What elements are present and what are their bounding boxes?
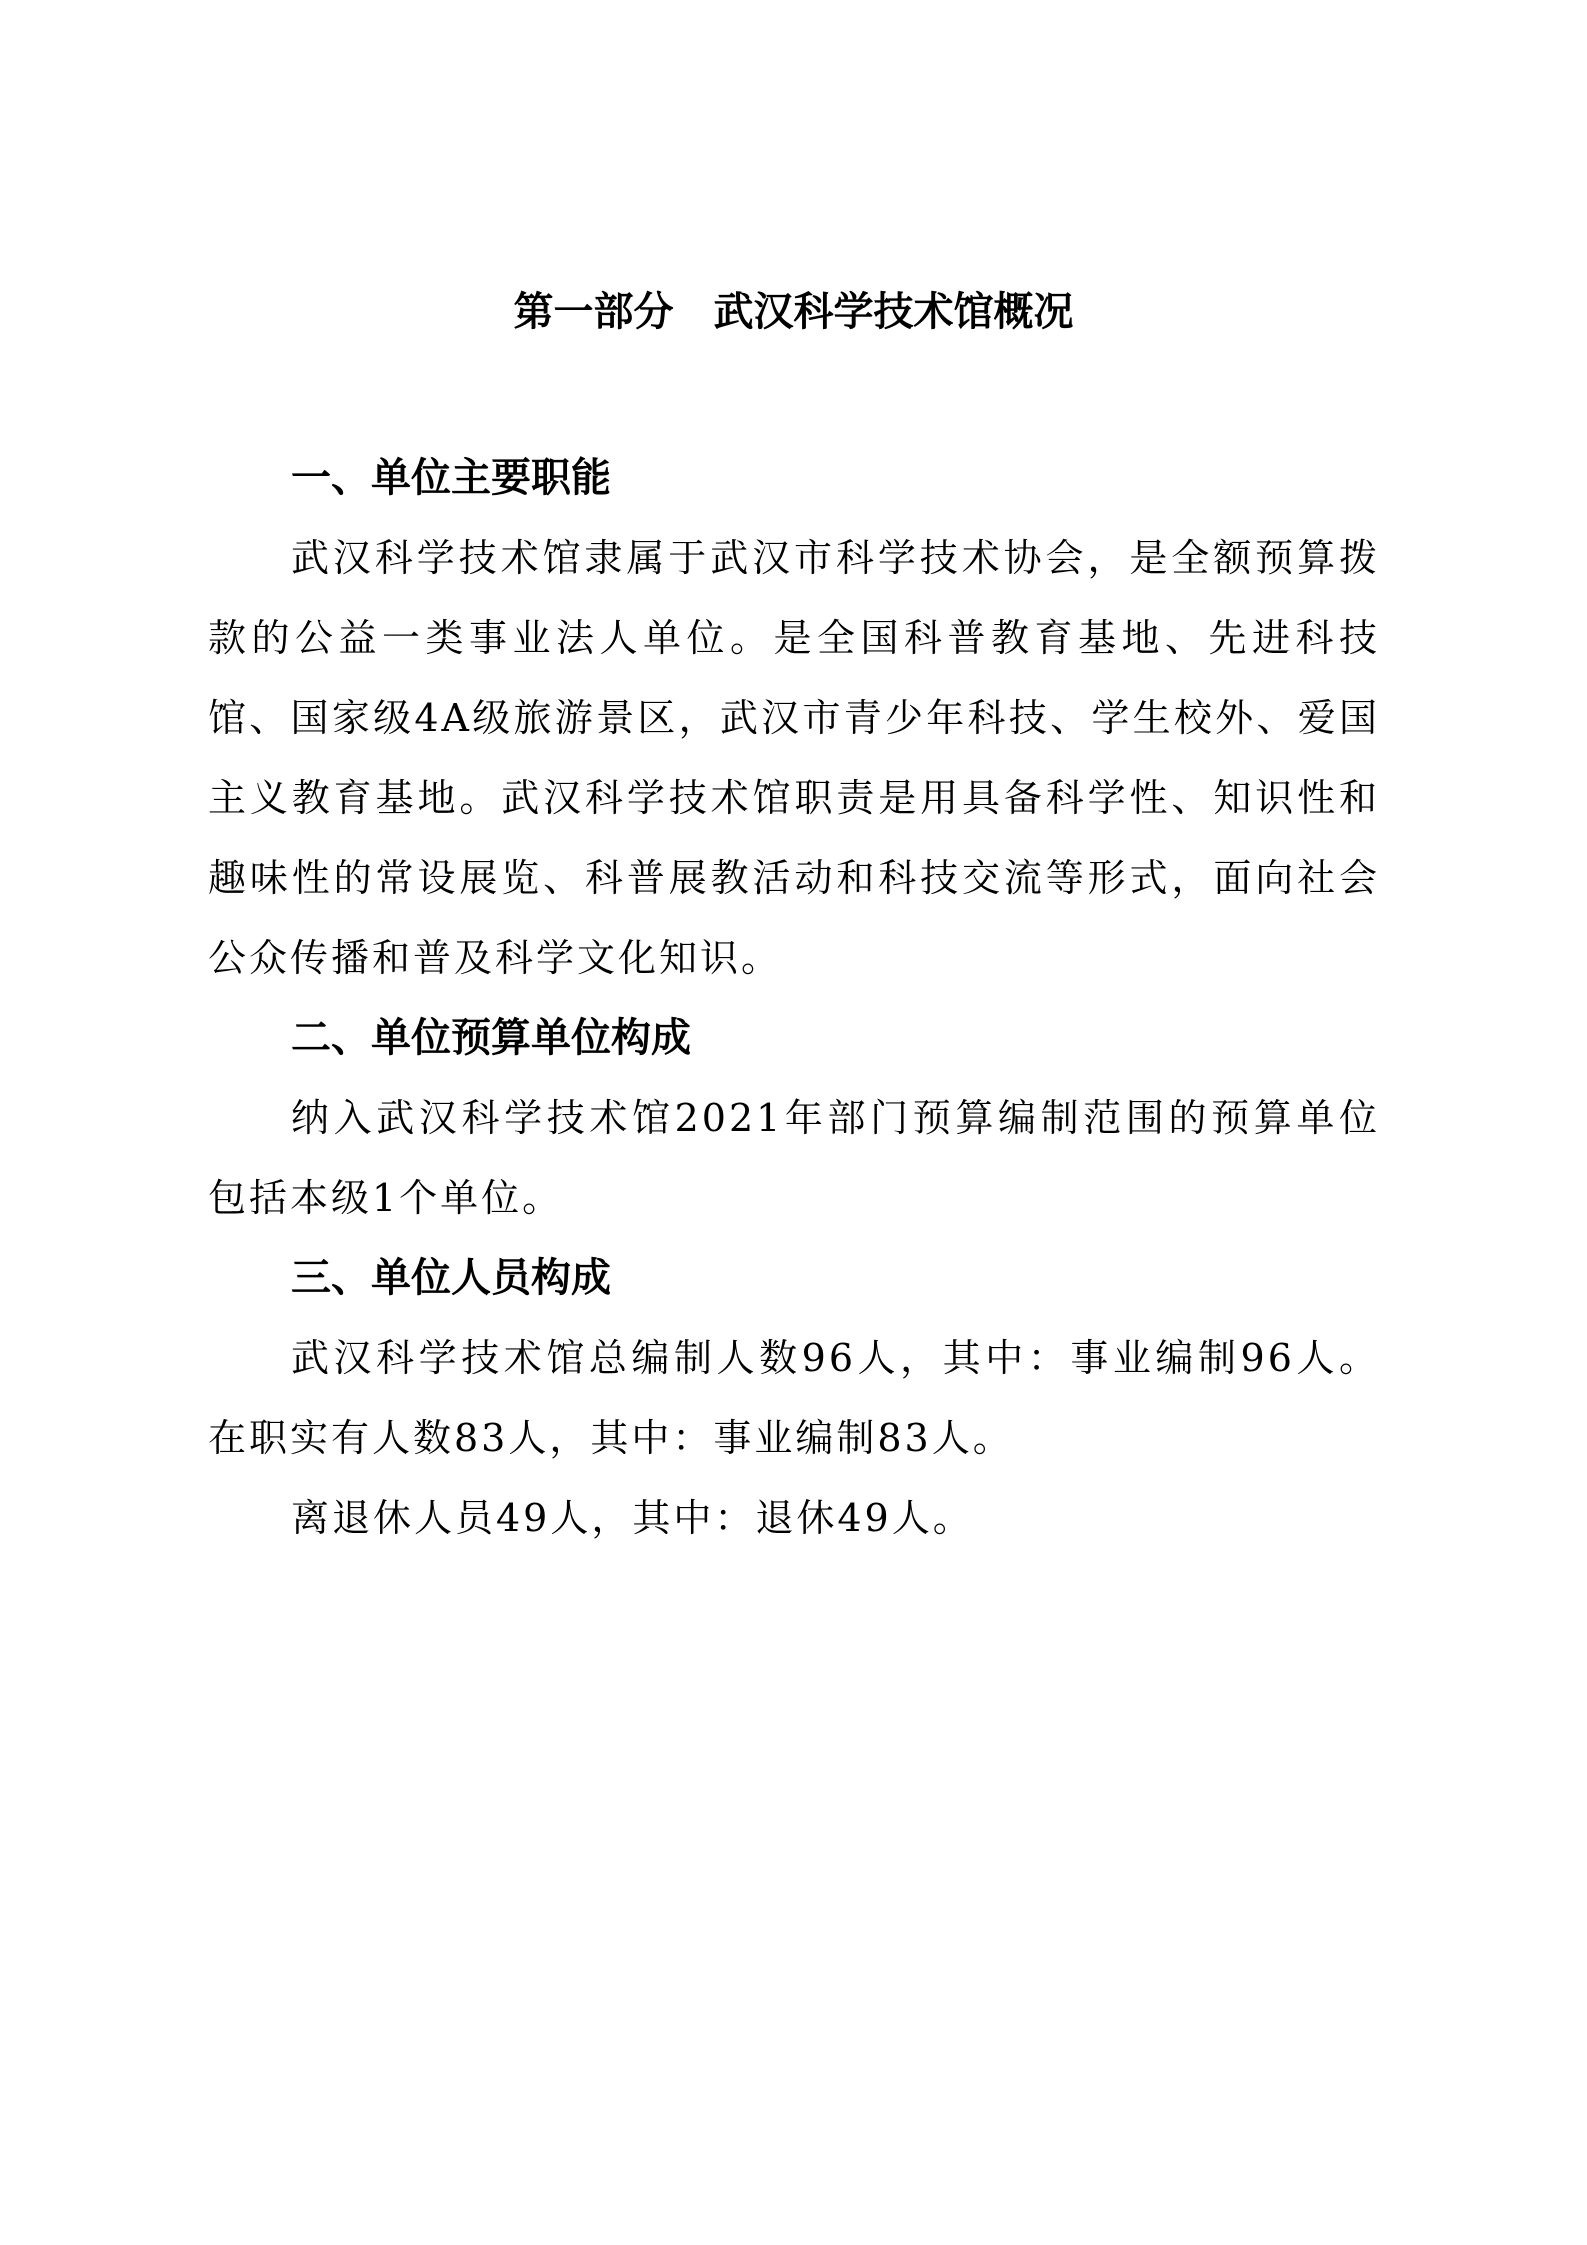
section-heading: 一、单位主要职能 xyxy=(291,455,611,501)
page-title: 第一部分 武汉科学技术馆概况 xyxy=(513,289,1074,335)
section-budget-units xyxy=(208,998,1380,1238)
paragraph: 纳入武汉科学技术馆2021年部门预算编制范围的预算单位包括本级1个单位。 xyxy=(208,1096,1380,1220)
section-heading: 三、单位人员构成 xyxy=(291,1255,611,1301)
section-staff xyxy=(208,1238,1380,1558)
paragraph: 离退休人员49人，其中：退休49人。 xyxy=(291,1496,974,1540)
section-main-functions xyxy=(208,438,1380,998)
paragraph: 武汉科学技术馆总编制人数96人，其中：事业编制96人。在职实有人数83人，其中：事业编制83人。 xyxy=(208,1336,1380,1460)
document-body xyxy=(208,438,1380,1558)
paragraph: 武汉科学技术馆隶属于武汉市科学技术协会，是全额预算拨款的公益一类事业法人单位。是全国科普教育基地、先进科技馆、国家级4A级旅游景区，武汉市青少年科技、学生校外、爱国主义教育基地。武汉科学技术馆职责是用具备科学性、知识性和趣味性的常设展览、科普展教活动和科技交流等形式，面向社会公众传播和普及科学文化知识。 xyxy=(208,536,1380,980)
section-heading: 二、单位预算单位构成 xyxy=(291,1015,691,1061)
